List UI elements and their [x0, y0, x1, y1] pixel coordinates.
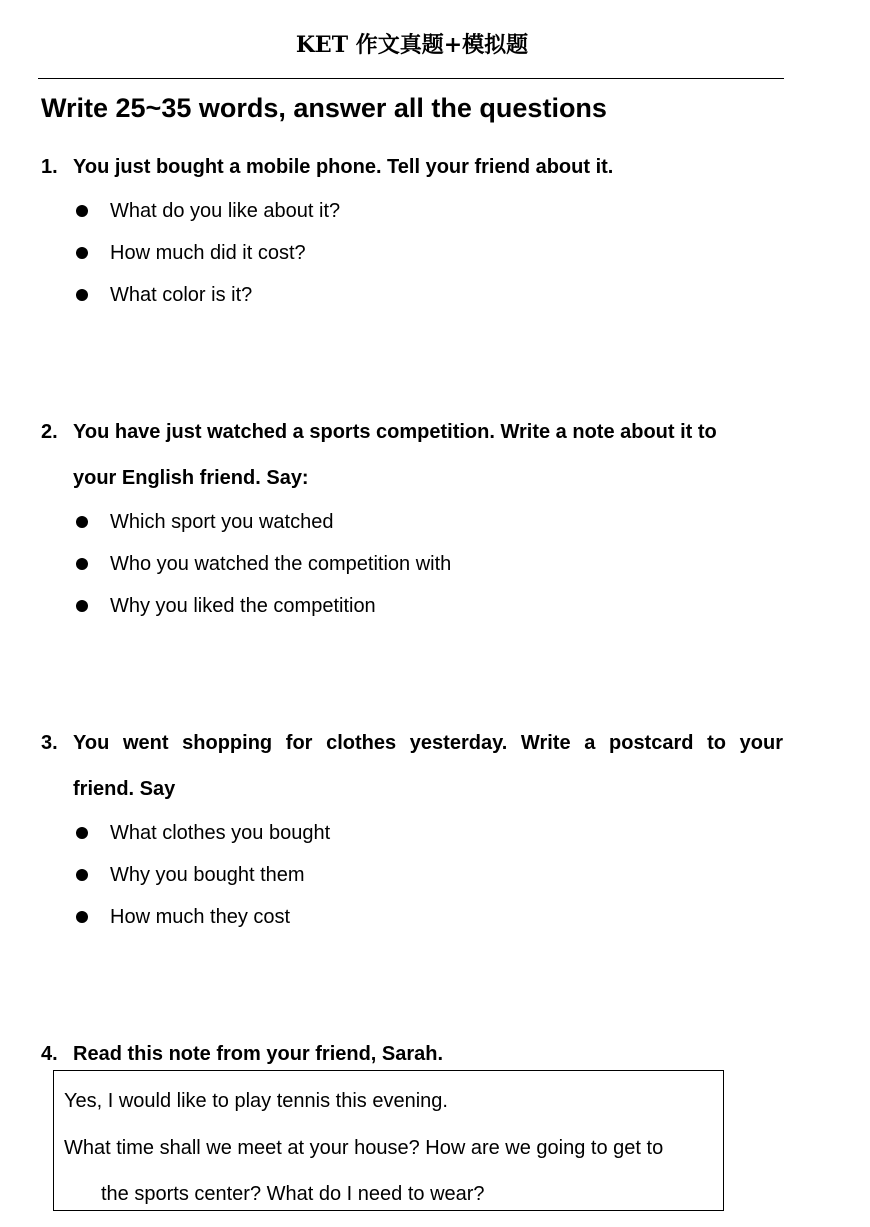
- question-number: 4.: [41, 1043, 58, 1065]
- bullet-item: Why you bought them: [41, 854, 783, 896]
- question-2: [41, 409, 783, 627]
- bullet-icon: [76, 869, 88, 881]
- bullet-icon: [76, 516, 88, 528]
- question-prompt: 3. You went shopping for clothes yesterday. Write a postcard to your: [41, 720, 783, 766]
- bullet-icon: [76, 827, 88, 839]
- instructions-title: Write 25~35 words, answer all the questions: [41, 93, 607, 123]
- question-prompt: 2. You have just watched a sports competition. Write a note about it to: [41, 409, 783, 455]
- bullet-icon: [76, 247, 88, 259]
- question-number: 3.: [41, 732, 58, 754]
- page-header: KET 作文真题+模拟题: [295, 32, 529, 58]
- bullet-item: Why you liked the competition: [41, 585, 783, 627]
- bullet-item: Which sport you watched: [41, 501, 783, 543]
- question-1: [41, 144, 783, 316]
- friend-note-box: [53, 1070, 724, 1211]
- bullet-icon: [76, 911, 88, 923]
- bullet-item: What color is it?: [41, 274, 783, 316]
- header-divider: [38, 78, 784, 79]
- question-prompt: 1. You just bought a mobile phone. Tell your friend about it.: [41, 144, 783, 190]
- bullet-list: [41, 501, 783, 627]
- bullet-icon: [76, 600, 88, 612]
- bullet-icon: [76, 205, 88, 217]
- bullet-icon: [76, 558, 88, 570]
- bullet-list: [41, 812, 783, 938]
- question-number: 1.: [41, 156, 58, 178]
- note-line: What time shall we meet at your house? How are we going to get to: [64, 1137, 664, 1159]
- question-prompt-continued: friend. Say: [73, 778, 176, 800]
- question-prompt: 4. Read this note from your friend, Sarah.: [41, 1031, 783, 1077]
- bullet-item: What clothes you bought: [41, 812, 783, 854]
- question-number: 2.: [41, 421, 58, 443]
- bullet-item: How much they cost: [41, 896, 783, 938]
- bullet-list: [41, 190, 783, 316]
- bullet-icon: [76, 289, 88, 301]
- note-line: Yes, I would like to play tennis this evening.: [64, 1090, 448, 1112]
- question-prompt-continued: your English friend. Say:: [73, 467, 309, 489]
- bullet-item: What do you like about it?: [41, 190, 783, 232]
- note-line: the sports center? What do I need to wear?: [101, 1183, 485, 1205]
- bullet-item: Who you watched the competition with: [41, 543, 783, 585]
- bullet-item: How much did it cost?: [41, 232, 783, 274]
- question-3: [41, 720, 783, 938]
